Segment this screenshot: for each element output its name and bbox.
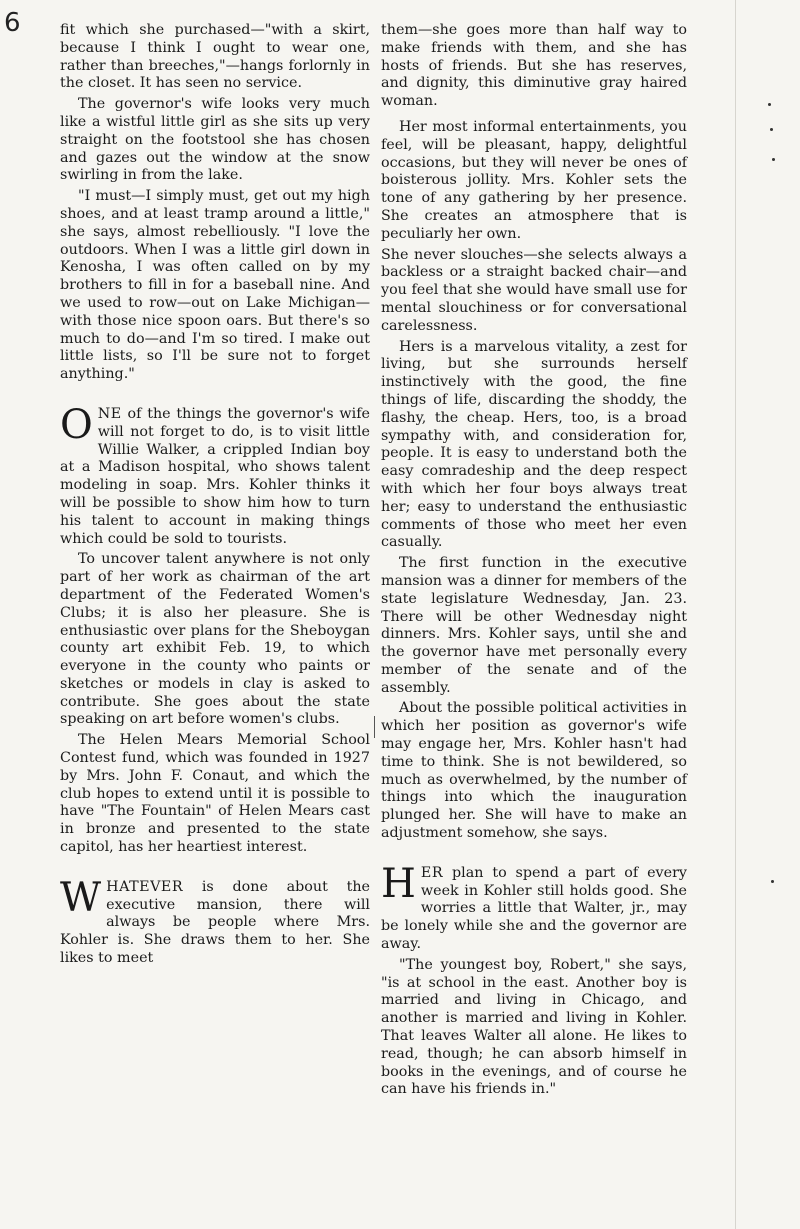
paragraph: The first function in the executive mansion was a dinner for members of the state legislature Wednesday, Jan. 23. There will be other Wednesday night dinners. Mrs. Kohler says, until she and the governor have met personally every member of the senate and of the assembly. <box>381 555 687 696</box>
section-her-plan <box>381 860 687 954</box>
paragraph: Her most informal entertainments, you feel, will be pleasant, happy, delightful occasions, but they will never be ones of boisterous jollity. Mrs. Kohler sets the tone of any gathering by her presence. She creates an atmosphere that is peculiarly her own. <box>381 118 687 242</box>
scan-edge-rule <box>735 0 736 1229</box>
drop-cap: O <box>60 401 93 448</box>
paragraph: is done about the executive mansion, there will always be people where Mrs. Kohler is. She draws them to her. She likes to meet <box>60 878 370 967</box>
small-caps-lead: HATEVER <box>106 878 184 895</box>
paragraph: fit which she purchased—"with a skirt, because I think I ought to wear one, rather than breeches,"—hangs forlornly in the closet. It has seen no service. <box>60 22 370 92</box>
page-number: 6 <box>4 8 21 38</box>
paragraph: "The youngest boy, Robert," she says, "is at school in the east. Another boy is married and living in Chicago, and another is married and living in Kohler. That leaves Walter all alone. He likes to read, though; he can absorb himself in books in the evenings, and of course he can have his friends in." <box>381 956 687 1098</box>
paragraph: them—she goes more than half way to make friends with them, and she has hosts of friends. But she has reserves, and dignity, this diminutive gray haired woman. <box>381 22 687 110</box>
small-caps-lead: ER <box>420 864 444 881</box>
paragraph: The Helen Mears Memorial School Contest fund, which was founded in 1927 by Mrs. John F. Conaut, and which the club hopes to extend until it is possible to have "The Fountain" of Helen Mears cast in bronze and presented to the state capitol, has her heartiest interest. <box>60 732 370 856</box>
section-one-of-the-things <box>60 401 370 548</box>
margin-speck <box>771 880 774 883</box>
margin-speck <box>772 158 775 161</box>
paragraph: She never slouches—she selects always a backless or a straight backed chair—and you feel that she would have small use for mental slouchiness or for conversational carelessness. <box>381 246 687 334</box>
paragraph: To uncover talent anywhere is not only part of her work as chairman of the art department of the Federated Women's Clubs; it is also her pleasure. She is enthusiastic over plans for the Sheboygan county art exhibit Feb. 19, to which everyone in the county who paints or sketches or models in clay is asked to contribute. She goes about the state speaking on art before women's clubs. <box>60 551 370 728</box>
paragraph: The governor's wife looks very much like a wistful little girl as she sits up very straight on the footstool she has chosen and gazes out the window at the snow swirling in from the lake. <box>60 96 370 184</box>
paragraph: Hers is a marvelous vitality, a zest for living, but she surrounds herself instinctively with the good, the fine things of life, discarding the shoddy, the flashy, the cheap. Hers, too, is a broad sympathy with, and consideration for, people. It is easy to understand both the easy comradeship and the deep respect with which her four boys always treat her; easy to understand the enthusiastic comments of those who meet her even casually. <box>381 338 687 551</box>
small-caps-lead: NE <box>97 405 122 422</box>
right-column <box>381 22 687 1102</box>
margin-speck <box>770 128 773 131</box>
margin-speck <box>768 103 771 106</box>
left-column <box>60 22 370 968</box>
drop-cap: H <box>381 860 416 907</box>
drop-cap: W <box>60 874 102 921</box>
paragraph: About the possible political activities in which her position as governor's wife may engage her, Mrs. Kohler hasn't had time to think. She is not bewildered, so much as overwhelmed, by the number of things into which the inauguration plunged her. She will have to make an adjustment somehow, she says. <box>381 700 687 842</box>
paragraph: plan to spend a part of every week in Kohler still holds good. She worries a little that Walter, jr., may be lonely while she and the governor are away. <box>381 864 687 953</box>
margin-bracket-mark <box>374 716 375 738</box>
paragraph: of the things the governor's wife will not forget to do, is to visit little Willie Walker, a crippled Indian boy at a Madison hospital, who shows talent modeling in soap. Mrs. Kohler thinks it will be possible to show him how to turn his talent to account in making things which could be sold to tourists. <box>60 405 370 547</box>
section-whatever <box>60 874 370 968</box>
paragraph: "I must—I simply must, get out my high shoes, and at least tramp around a little," she says, almost rebelliously. "I love the outdoors. When I was a little girl down in Kenosha, I was often called on by my brothers to fill in for a baseball nine. And we used to row—out on Lake Michigan—with those nice spoon oars. But there's so much to do—and I'm so tired. I make out little lists, so I'll be sure not to forget anything." <box>60 188 370 383</box>
